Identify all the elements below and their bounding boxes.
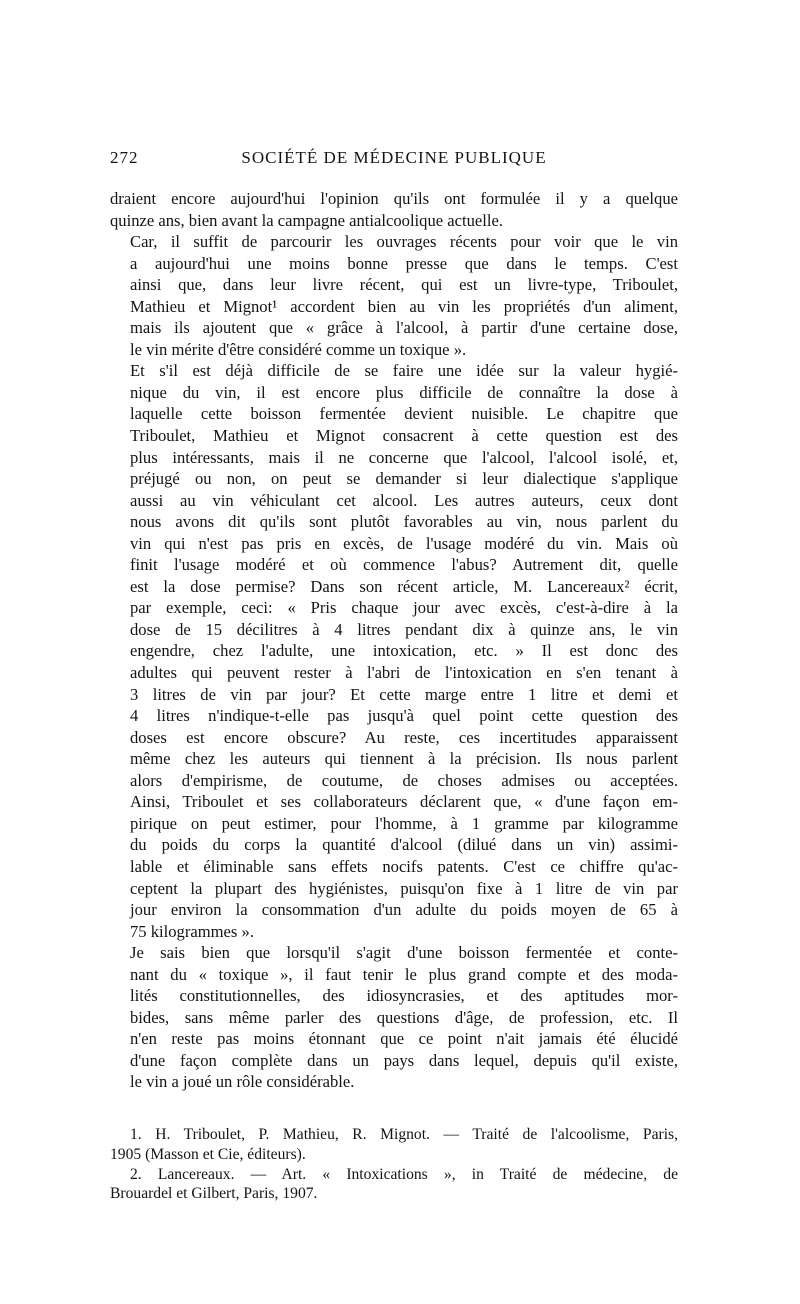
document-page: [110, 148, 678, 1204]
text-line: ceptent la plupart des hygiénistes, puisqu'on fixe à 1 litre de vin par: [130, 878, 678, 898]
text-line: pirique on peut estimer, pour l'homme, à 1 gramme par kilogramme: [130, 813, 678, 833]
paragraph: [110, 360, 678, 942]
text-line: laquelle cette boisson fermentée devient nuisible. Le chapitre que: [130, 404, 678, 424]
text-line: Car, il suffit de parcourir les ouvrages récents pour voir que le vin: [130, 232, 678, 252]
running-title: SOCIÉTÉ DE MÉDECINE PUBLIQUE: [241, 148, 547, 167]
paragraph: [110, 942, 678, 1093]
page-header: [110, 148, 678, 172]
text-line: draient encore aujourd'hui l'opinion qu'ils ont formulée il y a quelque: [110, 189, 678, 208]
footnote-line: 1. H. Triboulet, P. Mathieu, R. Mignot. — Traité de l'alcoolisme, Paris,: [130, 1125, 678, 1143]
text-line: finit l'usage modéré et où commence l'abus? Autrement dit, quelle: [130, 555, 678, 575]
text-line: par exemple, ceci: « Pris chaque jour avec excès, c'est-à-dire à la: [130, 598, 678, 618]
text-line: a aujourd'hui une moins bonne presse que dans le temps. C'est: [130, 253, 678, 273]
text-line: mais ils ajoutent que « grâce à l'alcool, à partir d'une certaine dose,: [130, 318, 678, 338]
text-line: dose de 15 décilitres à 4 litres pendant dix à quinze ans, le vin: [130, 619, 678, 639]
text-line: engendre, chez l'adulte, une intoxication, etc. » Il est donc des: [130, 641, 678, 661]
text-line: quinze ans, bien avant la campagne antialcoolique actuelle.: [110, 210, 504, 230]
text-line: jour environ la consommation d'un adulte du poids moyen de 65 à: [130, 900, 678, 920]
paragraph: [110, 188, 678, 231]
text-line: est la dose permise? Dans son récent article, M. Lancereaux² écrit,: [130, 576, 678, 596]
text-line: doses est encore obscure? Au reste, ces incertitudes apparaissent: [130, 727, 678, 747]
text-line: aussi au vin véhiculant cet alcool. Les autres auteurs, ceux dont: [130, 490, 678, 510]
footnote-line: 2. Lancereaux. — Art. « Intoxications », in Traité de médecine, de: [130, 1165, 678, 1183]
text-line: ainsi que, dans leur livre récent, qui est un livre-type, Triboulet,: [130, 275, 678, 295]
footnote: [110, 1125, 678, 1165]
text-line: bides, sans même parler des questions d'âge, de profession, etc. Il: [130, 1007, 678, 1027]
text-line: plus intéressants, mais il ne concerne que l'alcool, l'alcool isolé, et,: [130, 447, 678, 467]
text-line: nique du vin, il est encore plus difficile de connaître la dose à: [130, 382, 678, 402]
text-line: Je sais bien que lorsqu'il s'agit d'une boisson fermentée et conte-: [130, 943, 678, 963]
text-line: le vin a joué un rôle considérable.: [130, 1072, 355, 1092]
text-line: Et s'il est déjà difficile de se faire une idée sur la valeur hygié-: [130, 361, 678, 381]
text-line: 75 kilogrammes ».: [130, 921, 254, 941]
text-line: le vin mérite d'être considéré comme un toxique ».: [130, 339, 467, 359]
text-line: Mathieu et Mignot¹ accordent bien au vin les propriétés d'un aliment,: [130, 296, 678, 316]
text-line: alors d'empirisme, de coutume, de choses admises ou acceptées.: [130, 770, 678, 790]
paragraph: [110, 231, 678, 360]
text-line: Ainsi, Triboulet et ses collaborateurs déclarent que, « d'une façon em-: [130, 792, 678, 812]
text-line: même chez les auteurs qui tiennent à la précision. Ils nous parlent: [130, 749, 678, 769]
text-line: du poids du corps la quantité d'alcool (dilué dans un vin) assimi-: [130, 835, 678, 855]
text-line: préjugé ou non, on peut se demander si leur dialectique s'applique: [130, 469, 678, 489]
text-line: lable et éliminable sans effets nocifs patents. C'est ce chiffre qu'ac-: [130, 856, 678, 876]
text-line: nous avons dit qu'ils sont plutôt favorables au vin, nous parlent du: [130, 512, 678, 532]
text-line: 3 litres de vin par jour? Et cette marge entre 1 litre et demi et: [130, 684, 678, 704]
page-number: 272: [110, 148, 139, 167]
text-line: d'une façon complète dans un pays dans lequel, depuis qu'il existe,: [130, 1050, 678, 1070]
text-line: n'en reste pas moins étonnant que ce point n'ait jamais été élucidé: [130, 1029, 678, 1049]
text-line: Triboulet, Mathieu et Mignot consacrent à cette question est des: [130, 426, 678, 446]
text-line: lités constitutionnelles, des idiosyncrasies, et des aptitudes mor-: [130, 986, 678, 1006]
text-line: vin qui n'est pas pris en excès, de l'usage modéré du vin. Mais où: [130, 533, 678, 553]
footnote: [110, 1165, 678, 1205]
text-line: adultes qui peuvent rester à l'abri de l'intoxication en s'en tenant à: [130, 663, 678, 683]
text-line: nant du « toxique », il faut tenir le plus grand compte et des moda-: [130, 964, 678, 984]
footnotes: [110, 1125, 678, 1204]
footnote-line: 1905 (Masson et Cie, éditeurs).: [110, 1145, 306, 1163]
footnote-line: Brouardel et Gilbert, Paris, 1907.: [110, 1185, 318, 1203]
body-text: [110, 188, 678, 1093]
text-line: 4 litres n'indique-t-elle pas jusqu'à quel point cette question des: [130, 706, 678, 726]
